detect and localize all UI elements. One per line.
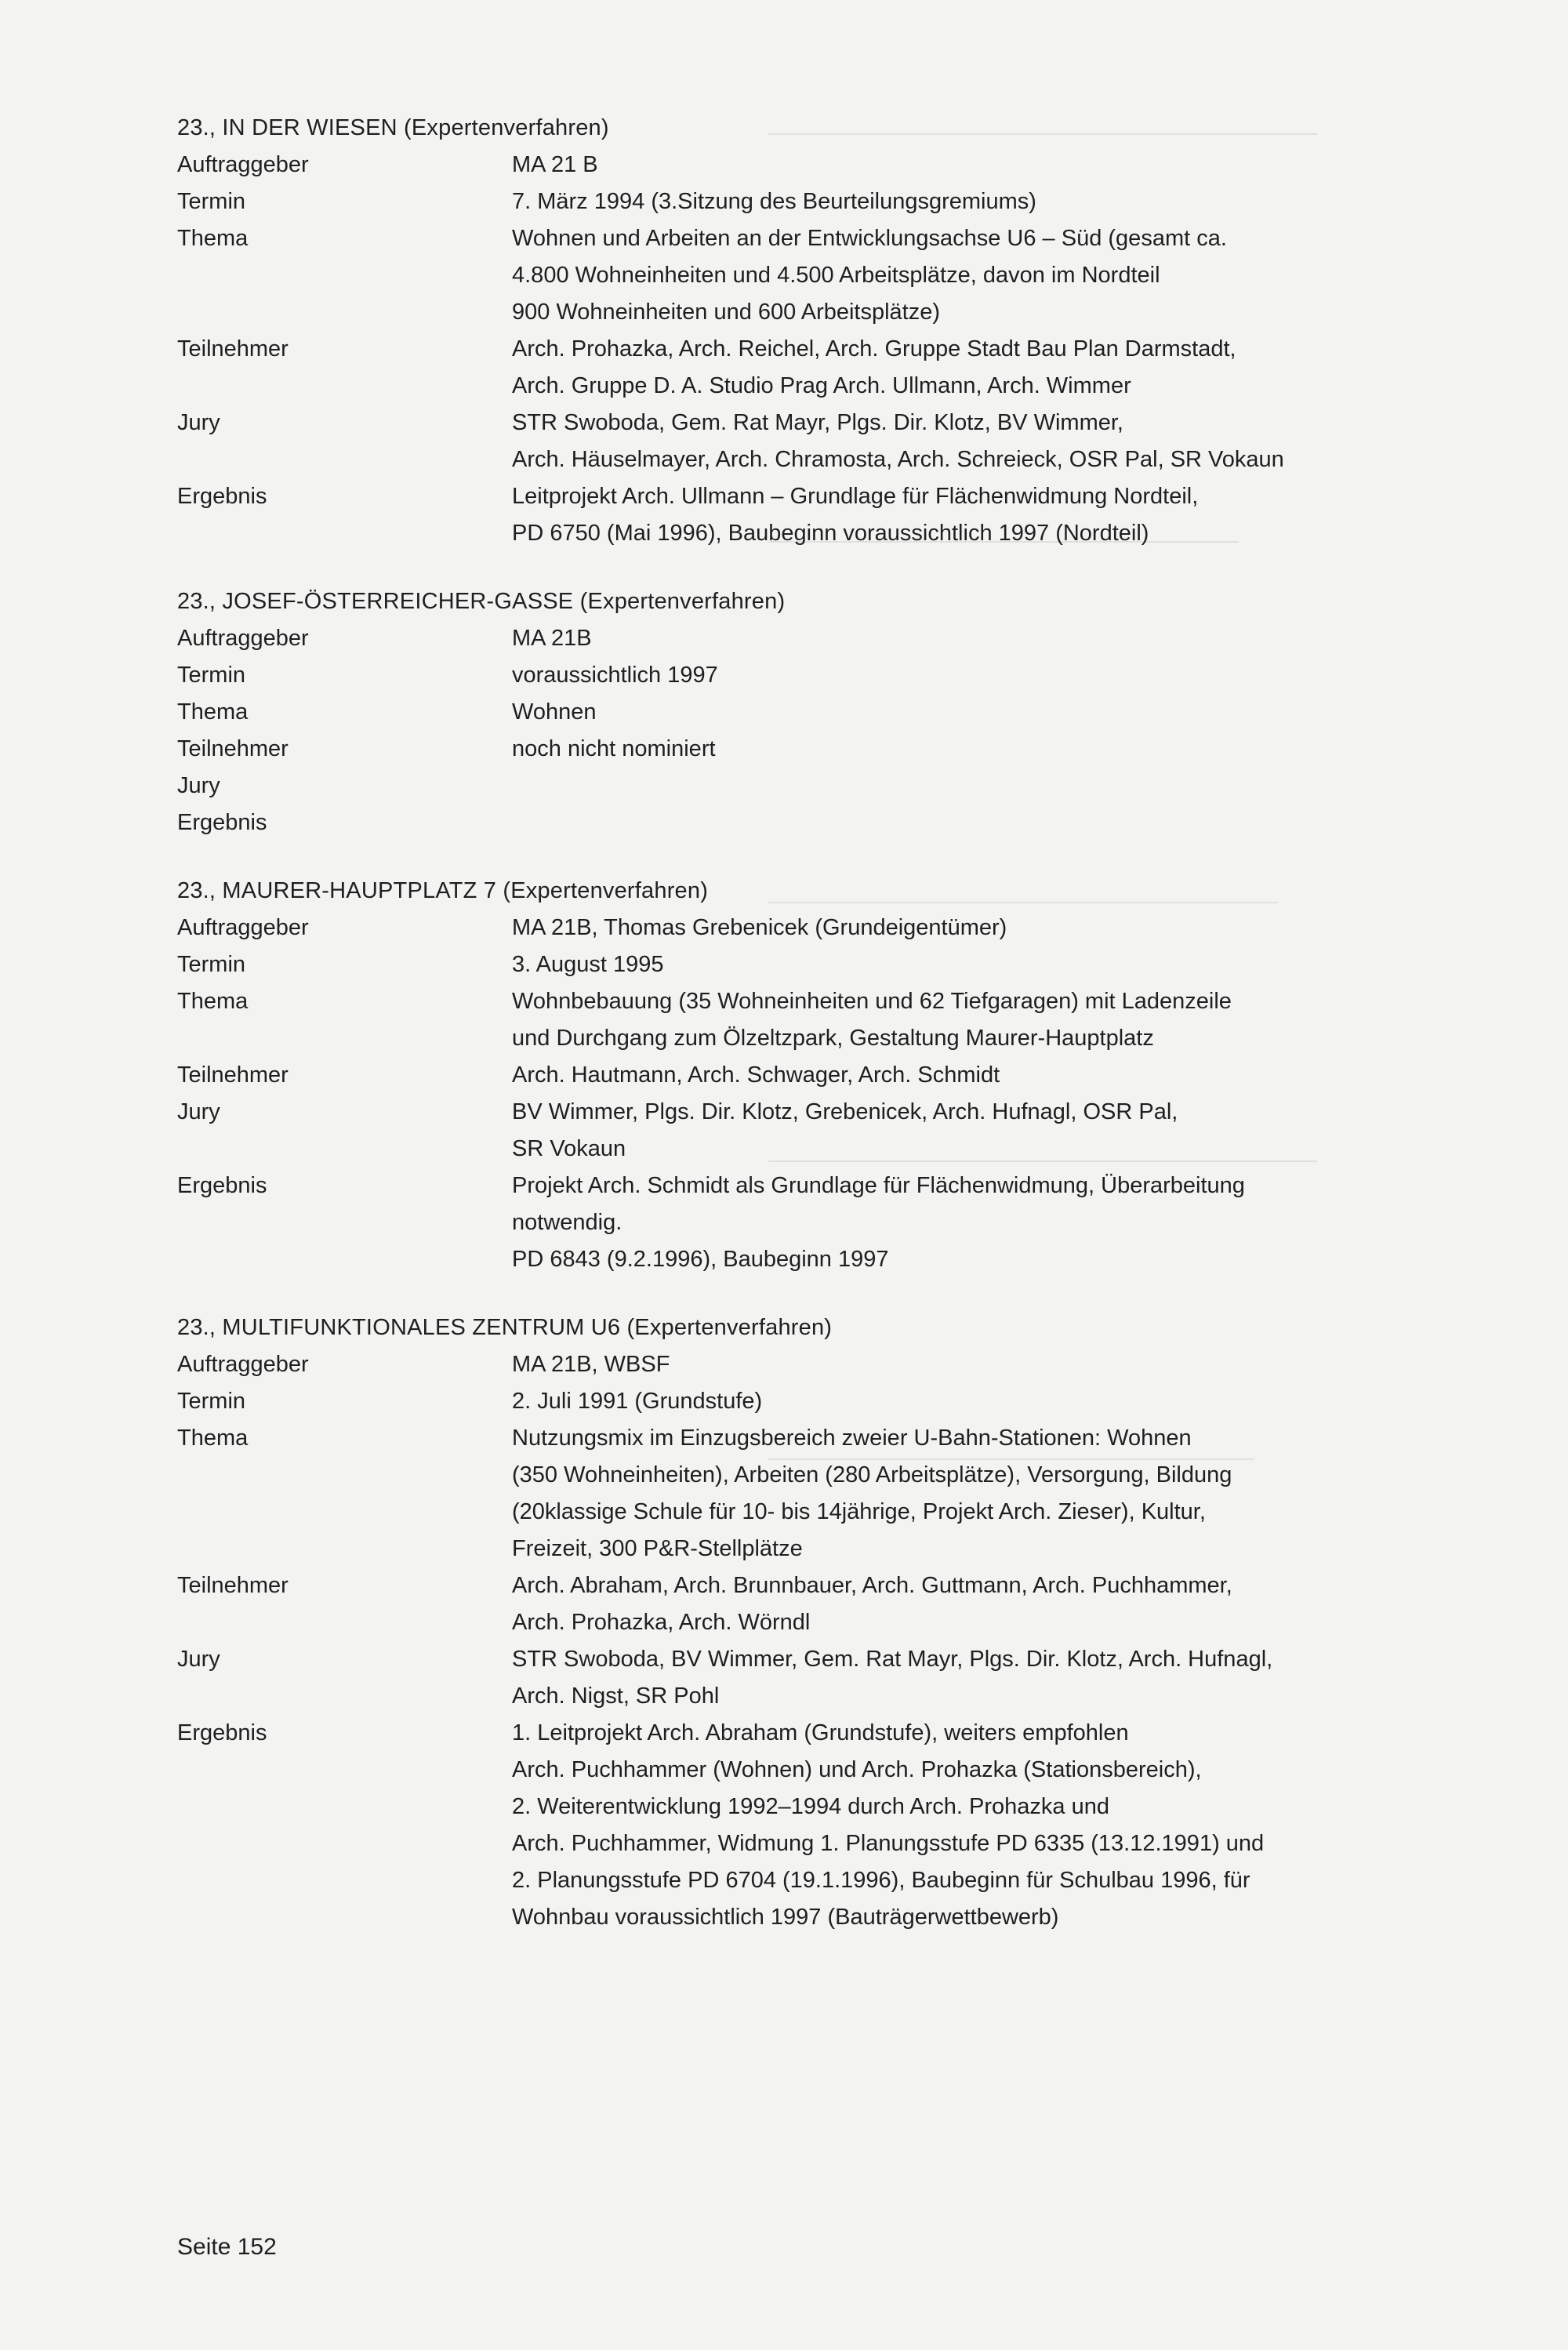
field-label: Jury: [177, 773, 220, 798]
field-label: Termin: [177, 189, 246, 214]
field-row-ergebnis: [177, 1715, 1400, 1936]
field-label: Ergebnis: [177, 484, 267, 509]
field-label: Teilnehmer: [177, 336, 289, 361]
field-row-auftraggeber: [177, 147, 1400, 183]
value-line: Arch. Prohazka, Arch. Wörndl: [512, 1610, 811, 1635]
field-row-jury: [177, 1641, 1400, 1715]
value-line: 2. Weiterentwicklung 1992–1994 durch Arch. Prohazka und: [512, 1794, 1110, 1819]
project-entry: [177, 873, 1400, 1278]
field-label: Ergebnis: [177, 1720, 267, 1745]
value-line: 3. August 1995: [512, 952, 664, 977]
field-value: [512, 1346, 1400, 1383]
project-heading: 23., MULTIFUNKTIONALES ZENTRUM U6 (Expertenverfahren): [177, 1315, 833, 1340]
value-line: Wohnen und Arbeiten an der Entwicklungsachse U6 – Süd (gesamt ca.: [512, 226, 1227, 251]
field-row-termin: [177, 946, 1400, 983]
field-value: [512, 731, 1400, 768]
field-label: Thema: [177, 989, 249, 1014]
project-heading: 23., MAURER-HAUPTPLATZ 7 (Expertenverfahren): [177, 878, 709, 903]
value-line: Wohnbau voraussichtlich 1997 (Bauträgerwettbewerb): [512, 1905, 1059, 1930]
field-row-ergebnis: [177, 1168, 1400, 1278]
field-row-jury: [177, 405, 1400, 478]
field-value: [512, 183, 1400, 220]
project-list: [177, 110, 1400, 1967]
field-label: Thema: [177, 1426, 249, 1451]
field-row-teilnehmer: [177, 331, 1400, 405]
project-heading: 23., IN DER WIESEN (Expertenverfahren): [177, 115, 609, 140]
value-line: (20klassige Schule für 10- bis 14jährige, Projekt Arch. Zieser), Kultur,: [512, 1499, 1206, 1524]
field-label: Auftraggeber: [177, 152, 309, 177]
field-row-ergebnis: [177, 478, 1400, 552]
value-line: STR Swoboda, BV Wimmer, Gem. Rat Mayr, Plgs. Dir. Klotz, Arch. Hufnagl,: [512, 1647, 1273, 1672]
project-entry: [177, 583, 1400, 841]
value-line: Arch. Puchhammer, Widmung 1. Planungsstufe PD 6335 (13.12.1991) und: [512, 1831, 1265, 1856]
value-line: 7. März 1994 (3.Sitzung des Beurteilungsgremiums): [512, 189, 1036, 214]
field-row-auftraggeber: [177, 910, 1400, 946]
value-line: STR Swoboda, Gem. Rat Mayr, Plgs. Dir. Klotz, BV Wimmer,: [512, 410, 1123, 435]
field-value: [512, 768, 1400, 805]
field-label: Termin: [177, 1389, 246, 1414]
field-value: [512, 910, 1400, 946]
value-line: Arch. Nigst, SR Pohl: [512, 1684, 720, 1709]
value-line: Arch. Häuselmayer, Arch. Chramosta, Arch. Schreieck, OSR Pal, SR Vokaun: [512, 447, 1284, 472]
field-label: Jury: [177, 1647, 220, 1672]
field-value: [512, 657, 1400, 694]
field-label: Auftraggeber: [177, 1352, 309, 1377]
project-entry: [177, 110, 1400, 552]
value-line: MA 21 B: [512, 152, 598, 177]
field-label: Teilnehmer: [177, 736, 289, 761]
field-label: Auftraggeber: [177, 626, 309, 651]
value-line: Leitprojekt Arch. Ullmann – Grundlage für Flächenwidmung Nordteil,: [512, 484, 1199, 509]
value-line: MA 21B, Thomas Grebenicek (Grundeigentümer): [512, 915, 1007, 940]
value-line: Wohnbebauung (35 Wohneinheiten und 62 Tiefgaragen) mit Ladenzeile: [512, 989, 1232, 1014]
field-row-auftraggeber: [177, 620, 1400, 657]
value-line: notwendig.: [512, 1210, 622, 1235]
field-row-thema: [177, 220, 1400, 331]
field-row-termin: [177, 657, 1400, 694]
value-line: und Durchgang zum Ölzeltzpark, Gestaltung Maurer-Hauptplatz: [512, 1026, 1154, 1051]
project-entry: [177, 1309, 1400, 1936]
value-line: noch nicht nominiert: [512, 736, 716, 761]
field-value: [512, 331, 1400, 405]
field-value: [512, 946, 1400, 983]
value-line: Arch. Hautmann, Arch. Schwager, Arch. Schmidt: [512, 1062, 1000, 1088]
field-value: [512, 805, 1400, 841]
value-line: (350 Wohneinheiten), Arbeiten (280 Arbeitsplätze), Versorgung, Bildung: [512, 1462, 1232, 1487]
value-line: 2. Planungsstufe PD 6704 (19.1.1996), Baubeginn für Schulbau 1996, für: [512, 1868, 1250, 1893]
value-line: Wohnen: [512, 699, 597, 725]
value-line: [512, 768, 1400, 805]
field-value: [512, 694, 1400, 731]
field-row-ergebnis: [177, 805, 1400, 841]
field-label: Ergebnis: [177, 1173, 267, 1198]
field-value: [512, 1641, 1400, 1715]
field-label: Termin: [177, 663, 246, 688]
value-line: 1. Leitprojekt Arch. Abraham (Grundstufe), weiters empfohlen: [512, 1720, 1129, 1745]
field-row-auftraggeber: [177, 1346, 1400, 1383]
field-row-teilnehmer: [177, 1057, 1400, 1094]
field-value: [512, 220, 1400, 331]
value-line: PD 6843 (9.2.1996), Baubeginn 1997: [512, 1247, 889, 1272]
field-value: [512, 983, 1400, 1057]
field-value: [512, 1168, 1400, 1278]
field-row-jury: [177, 768, 1400, 805]
value-line: 2. Juli 1991 (Grundstufe): [512, 1389, 763, 1414]
field-value: [512, 1094, 1400, 1168]
field-value: [512, 1057, 1400, 1094]
field-row-thema: [177, 983, 1400, 1057]
value-line: Freizeit, 300 P&R-Stellplätze: [512, 1536, 803, 1561]
field-label: Jury: [177, 1099, 220, 1124]
field-value: [512, 620, 1400, 657]
value-line: PD 6750 (Mai 1996), Baubeginn voraussichtlich 1997 (Nordteil): [512, 521, 1149, 546]
field-label: Teilnehmer: [177, 1062, 289, 1088]
field-label: Ergebnis: [177, 810, 267, 835]
value-line: MA 21B, WBSF: [512, 1352, 670, 1377]
value-line: Arch. Abraham, Arch. Brunnbauer, Arch. Guttmann, Arch. Puchhammer,: [512, 1573, 1232, 1598]
project-heading: 23., JOSEF-ÖSTERREICHER-GASSE (Expertenverfahren): [177, 589, 786, 614]
field-value: [512, 478, 1400, 552]
value-line: Projekt Arch. Schmidt als Grundlage für Flächenwidmung, Überarbeitung: [512, 1173, 1245, 1198]
value-line: MA 21B: [512, 626, 592, 651]
field-label: Jury: [177, 410, 220, 435]
field-row-jury: [177, 1094, 1400, 1168]
field-label: Thema: [177, 226, 249, 251]
field-value: [512, 1715, 1400, 1936]
field-value: [512, 1383, 1400, 1420]
field-row-termin: [177, 183, 1400, 220]
field-value: [512, 1420, 1400, 1567]
value-line: [512, 805, 1400, 841]
value-line: BV Wimmer, Plgs. Dir. Klotz, Grebenicek, Arch. Hufnagl, OSR Pal,: [512, 1099, 1178, 1124]
value-line: Nutzungsmix im Einzugsbereich zweier U-Bahn-Stationen: Wohnen: [512, 1426, 1192, 1451]
field-label: Teilnehmer: [177, 1573, 289, 1598]
field-label: Thema: [177, 699, 249, 725]
field-row-teilnehmer: [177, 731, 1400, 768]
field-label: Auftraggeber: [177, 915, 309, 940]
value-line: Arch. Puchhammer (Wohnen) und Arch. Prohazka (Stationsbereich),: [512, 1757, 1202, 1782]
value-line: 900 Wohneinheiten und 600 Arbeitsplätze): [512, 300, 941, 325]
value-line: Arch. Prohazka, Arch. Reichel, Arch. Gruppe Stadt Bau Plan Darmstadt,: [512, 336, 1236, 361]
field-label: Termin: [177, 952, 246, 977]
field-row-teilnehmer: [177, 1567, 1400, 1641]
field-row-thema: [177, 1420, 1400, 1567]
field-value: [512, 147, 1400, 183]
field-value: [512, 405, 1400, 478]
value-line: voraussichtlich 1997: [512, 663, 718, 688]
value-line: 4.800 Wohneinheiten und 4.500 Arbeitsplätze, davon im Nordteil: [512, 263, 1160, 288]
field-row-termin: [177, 1383, 1400, 1420]
value-line: SR Vokaun: [512, 1136, 626, 1161]
page-number: Seite 152: [177, 2234, 277, 2260]
field-value: [512, 1567, 1400, 1641]
value-line: Arch. Gruppe D. A. Studio Prag Arch. Ullmann, Arch. Wimmer: [512, 373, 1131, 398]
field-row-thema: [177, 694, 1400, 731]
